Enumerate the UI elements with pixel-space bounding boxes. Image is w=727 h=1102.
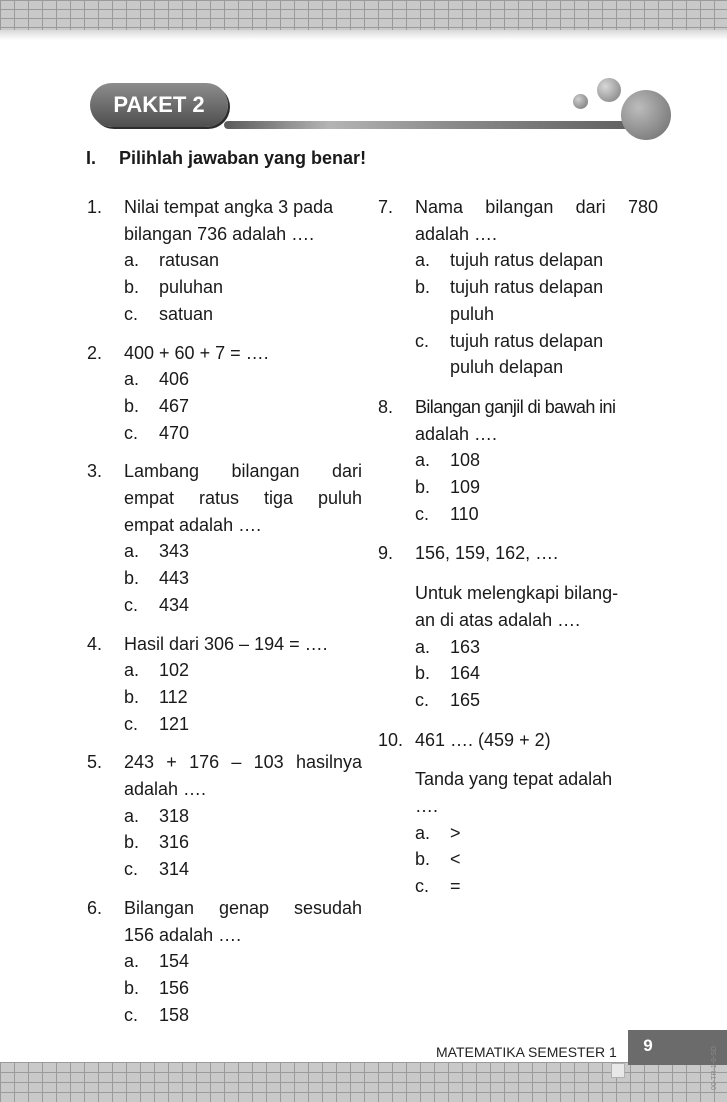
option-letter: c. [124, 713, 139, 734]
question-text: Hasil dari 306 – 194 = …. [124, 633, 328, 654]
option-letter: c. [124, 303, 139, 324]
footer-marker-square [611, 1063, 625, 1078]
option-c [124, 711, 362, 738]
option-b [415, 274, 658, 327]
option-c [124, 856, 362, 883]
option-c [415, 687, 658, 714]
question-text: adalah …. [124, 779, 207, 800]
option-letter: a. [124, 951, 140, 972]
option-a [124, 657, 362, 684]
option-letter: b. [415, 849, 431, 870]
option-b [124, 393, 362, 420]
question-text: Lambang bilangan dari [124, 461, 362, 482]
option-text: puluh [450, 303, 495, 324]
question-note: Untuk melengkapi bilang- [415, 583, 619, 604]
option-b [124, 565, 362, 592]
option-text: 343 [159, 541, 190, 562]
question-note: …. [415, 796, 439, 817]
question-text: Nama bilangan dari 780 [415, 197, 658, 217]
question-text: Bilangan ganjil di bawah ini [415, 396, 616, 417]
option-c [415, 873, 658, 900]
right-column [378, 194, 658, 900]
option-letter: c. [124, 422, 139, 443]
option-text: 467 [159, 395, 190, 416]
option-letter: b. [124, 832, 140, 853]
question-text: Bilangan genap sesudah [124, 897, 362, 918]
question-text: 156, 159, 162, …. [415, 543, 559, 564]
option-letter: a. [124, 660, 140, 681]
option-c [124, 592, 362, 619]
option-a [124, 948, 362, 975]
option-text: 108 [450, 450, 481, 471]
paket-pill [90, 83, 228, 127]
option-a [124, 366, 362, 393]
question-8 [378, 394, 658, 528]
question-9 [378, 540, 658, 713]
question-3 [87, 458, 362, 618]
option-text: 158 [159, 1004, 190, 1025]
option-text: ratusan [159, 250, 220, 271]
option-c [415, 328, 658, 381]
option-letter: b. [124, 395, 140, 416]
option-letter: c. [415, 503, 430, 524]
top-band-fade [0, 30, 727, 40]
option-letter: a. [124, 805, 140, 826]
question-number: 7. [378, 197, 394, 217]
question-text: 400 + 60 + 7 = …. [124, 342, 269, 363]
option-text: 110 [450, 503, 479, 524]
option-text: 121 [159, 713, 190, 734]
question-2 [87, 340, 362, 447]
question-text: adalah …. [415, 223, 498, 244]
question-number: 5. [87, 752, 103, 773]
option-letter: c. [415, 689, 430, 710]
option-text: = [450, 876, 461, 897]
option-a [124, 803, 362, 830]
question-text: empat ratus tiga puluh [124, 488, 362, 509]
option-c [124, 301, 362, 328]
option-letter: b. [415, 277, 431, 298]
option-letter: c. [415, 330, 430, 351]
question-text: 461 …. (459 + 2) [415, 729, 551, 750]
page-number: 9 [643, 1036, 653, 1055]
option-text: tujuh ratus delapan [450, 250, 604, 271]
option-a [415, 247, 658, 274]
question-7 [378, 194, 658, 381]
option-letter: a. [124, 369, 140, 390]
option-letter: c. [415, 876, 430, 897]
question-number: 9. [378, 543, 394, 564]
option-text: 154 [159, 951, 190, 972]
option-b [124, 684, 362, 711]
option-text: 165 [450, 689, 481, 710]
option-text: 163 [450, 636, 481, 657]
option-text: puluhan [159, 277, 224, 298]
option-letter: b. [415, 477, 431, 498]
option-letter: b. [124, 977, 140, 998]
top-grid-band [0, 0, 727, 32]
question-note: an di atas adalah …. [415, 609, 581, 630]
option-letter: a. [124, 541, 140, 562]
question-4 [87, 631, 362, 738]
question-number: 1. [87, 197, 103, 217]
question-text: 156 adalah …. [124, 924, 242, 945]
option-a [415, 634, 658, 661]
question-1 [87, 194, 362, 328]
option-text: 102 [159, 660, 190, 681]
option-text: 156 [159, 977, 190, 998]
option-text: 112 [159, 686, 188, 707]
question-text: bilangan 736 adalah …. [124, 223, 315, 244]
option-text: 443 [159, 568, 190, 589]
question-6 [87, 895, 362, 1029]
option-text: 470 [159, 422, 190, 443]
option-letter: b. [124, 686, 140, 707]
footer-title: MATEMATIKA SEMESTER 1 [436, 1044, 617, 1060]
left-column [87, 194, 362, 1028]
option-text: puluh delapan [450, 357, 564, 378]
question-number: 2. [87, 342, 103, 363]
option-text: 406 [159, 369, 190, 390]
option-a [124, 538, 362, 565]
option-letter: a. [415, 822, 431, 843]
option-c [124, 420, 362, 447]
option-letter: c. [124, 859, 139, 880]
decor-ball-medium [597, 78, 621, 102]
question-note: Tanda yang tepat adalah [415, 769, 613, 790]
option-letter: a. [415, 250, 431, 271]
option-text: tujuh ratus delapan [450, 277, 604, 298]
header-rule [224, 121, 644, 129]
question-10 [378, 727, 658, 900]
section-number: I. [86, 148, 97, 168]
option-letter: a. [415, 450, 431, 471]
option-letter: a. [124, 250, 140, 271]
question-text: 243 + 176 – 103 hasilnya [124, 752, 362, 773]
option-text: 164 [450, 663, 481, 684]
section-title: Pilihlah jawaban yang benar! [119, 148, 367, 168]
option-letter: b. [415, 663, 431, 684]
question-text: Nilai tempat angka 3 pada [124, 197, 334, 217]
option-text: > [450, 822, 461, 843]
option-text: satuan [159, 303, 214, 324]
option-text: 314 [159, 859, 190, 880]
option-letter: c. [124, 1004, 139, 1025]
option-text: 434 [159, 594, 190, 615]
option-b [415, 660, 658, 687]
question-number: 10. [378, 729, 404, 750]
option-c [415, 501, 658, 528]
question-number: 8. [378, 396, 394, 417]
option-a [124, 247, 362, 274]
option-b [124, 829, 362, 856]
option-c [124, 1002, 362, 1029]
question-5 [87, 749, 362, 883]
paket-label: PAKET 2 [113, 92, 205, 117]
option-b [415, 846, 658, 873]
option-text: 109 [450, 477, 481, 498]
option-text: 316 [159, 832, 190, 853]
option-b [415, 474, 658, 501]
question-number: 3. [87, 461, 103, 482]
option-b [124, 975, 362, 1002]
question-text: empat adalah …. [124, 514, 262, 535]
option-a [415, 447, 658, 474]
option-b [124, 274, 362, 301]
option-letter: a. [415, 636, 431, 657]
option-text: < [450, 849, 461, 870]
option-letter: b. [124, 568, 140, 589]
question-text: adalah …. [415, 423, 498, 444]
option-text: 318 [159, 805, 190, 826]
question-number: 6. [87, 897, 103, 918]
option-letter: c. [124, 594, 139, 615]
option-a [415, 820, 658, 847]
print-code: 00-TR-1-9-SD [711, 1046, 718, 1090]
decor-ball-large [621, 90, 671, 140]
option-text: tujuh ratus delapan [450, 330, 604, 351]
question-number: 4. [87, 633, 103, 654]
option-letter: b. [124, 277, 140, 298]
decor-ball-small [573, 94, 588, 109]
